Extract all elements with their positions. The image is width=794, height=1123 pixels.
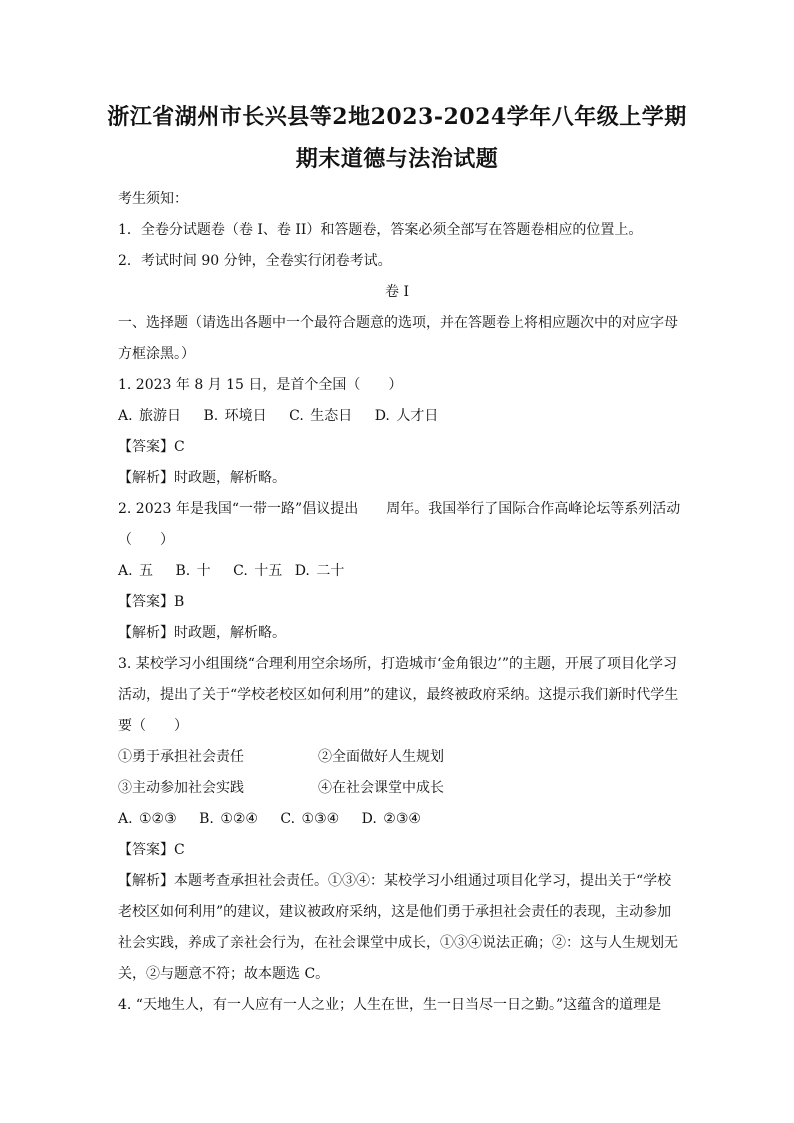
notice-item-1: 1．全卷分试题卷（卷 I、卷 II）和答题卷，答案必须全部写在答题卷相应的位置上。 <box>118 222 643 238</box>
question-3-choice-2: ②全面做好人生规划 <box>318 749 444 765</box>
question-1-option-d: D. 人才日 <box>374 408 439 424</box>
question-3-choice-3: ③主动参加社会实践 <box>118 780 244 796</box>
question-1-option-c: C. 生态日 <box>289 408 353 424</box>
question-2-option-a: A. 五 <box>118 563 154 579</box>
notice-heading: 考生须知： <box>118 191 188 207</box>
notice-item-2: 2．考试时间 90 分钟，全卷实行闭卷考试。 <box>118 253 392 269</box>
question-3-choices-row1 <box>118 742 676 773</box>
question-3-option-a: A. ①②③ <box>118 811 177 827</box>
question-2-option-d: D. 二十 <box>294 563 345 579</box>
question-2-option-c: C. 十五 <box>233 563 283 579</box>
question-3-choice-4: ④在社会课堂中成长 <box>318 780 444 796</box>
question-2-analysis: 【解析】时政题，解析略。 <box>118 625 286 641</box>
question-3-answer: 【答案】C <box>118 842 185 858</box>
question-3-option-c: C. ①③④ <box>280 811 340 827</box>
document-title-line1: 浙江省湖州市长兴县等2地2023-2024学年八年级上学期 <box>107 104 687 130</box>
question-3-options <box>118 804 676 835</box>
question-3-choice-1: ①勇于承担社会责任 <box>118 749 244 765</box>
document-title-line2: 期末道德与法治试题 <box>295 146 499 172</box>
question-1-option-a: A. 旅游日 <box>118 408 182 424</box>
question-2-stem-line2: （ ） <box>118 532 174 548</box>
question-1-option-b: B. 环境日 <box>203 408 267 424</box>
question-1-answer: 【答案】C <box>118 439 185 455</box>
question-3-analysis-line3: 社会实践，养成了亲社会行为，在社会课堂中成长，①③④说法正确；②：这与人生规划无 <box>118 935 678 951</box>
question-2-option-b: B. 十 <box>175 563 211 579</box>
question-2-answer: 【答案】B <box>118 594 185 610</box>
question-2-options <box>118 556 676 587</box>
section-heading-line2: 方框涂黑。） <box>118 346 195 362</box>
volume-label: 卷 I <box>385 284 409 300</box>
question-3-option-b: B. ①②④ <box>199 811 258 827</box>
question-1-stem: 1. 2023 年 8 月 15 日，是首个全国（ ） <box>118 377 403 393</box>
question-1-analysis: 【解析】时政题，解析略。 <box>118 470 286 486</box>
question-4-stem-line1: 4. “天地生人，有一人应有一人之业；人生在世，生一日当尽一日之勤。”这蕴含的道理是 <box>118 997 662 1013</box>
question-3-analysis-line4: 关，②与题意不符；故本题选 C。 <box>118 966 330 982</box>
question-3-stem-line1: 3. 某校学习小组围绕“合理利用空余场所，打造城市‘金角银边’”的主题，开展了项目化学习 <box>118 656 678 672</box>
question-3-choices-row2 <box>118 773 676 804</box>
question-3-stem-line3: 要（ ） <box>118 718 188 734</box>
document-body <box>118 184 681 1021</box>
question-3-analysis-line2: 老校区如何利用”的建议，建议被政府采纳，这是他们勇于承担社会责任的表现，主动参加 <box>118 904 672 920</box>
question-3-stem-line2: 活动，提出了关于“学校老校区如何利用”的建议，最终被政府采纳。这提示我们新时代学生 <box>118 687 679 703</box>
question-1-options <box>118 401 676 432</box>
question-2-stem-line1: 2. 2023 年是我国“一带一路”倡议提出 周年。我国举行了国际合作高峰论坛等系列活动 <box>118 501 681 517</box>
question-3-option-d: D. ②③④ <box>361 811 421 827</box>
section-heading-line1: 一、选择题（请选出各题中一个最符合题意的选项，并在答题卷上将相应题次中的对应字母 <box>118 315 678 331</box>
question-3-analysis-line1: 【解析】本题考查承担社会责任。①③④：某校学习小组通过项目化学习，提出关于“学校 <box>118 873 672 889</box>
